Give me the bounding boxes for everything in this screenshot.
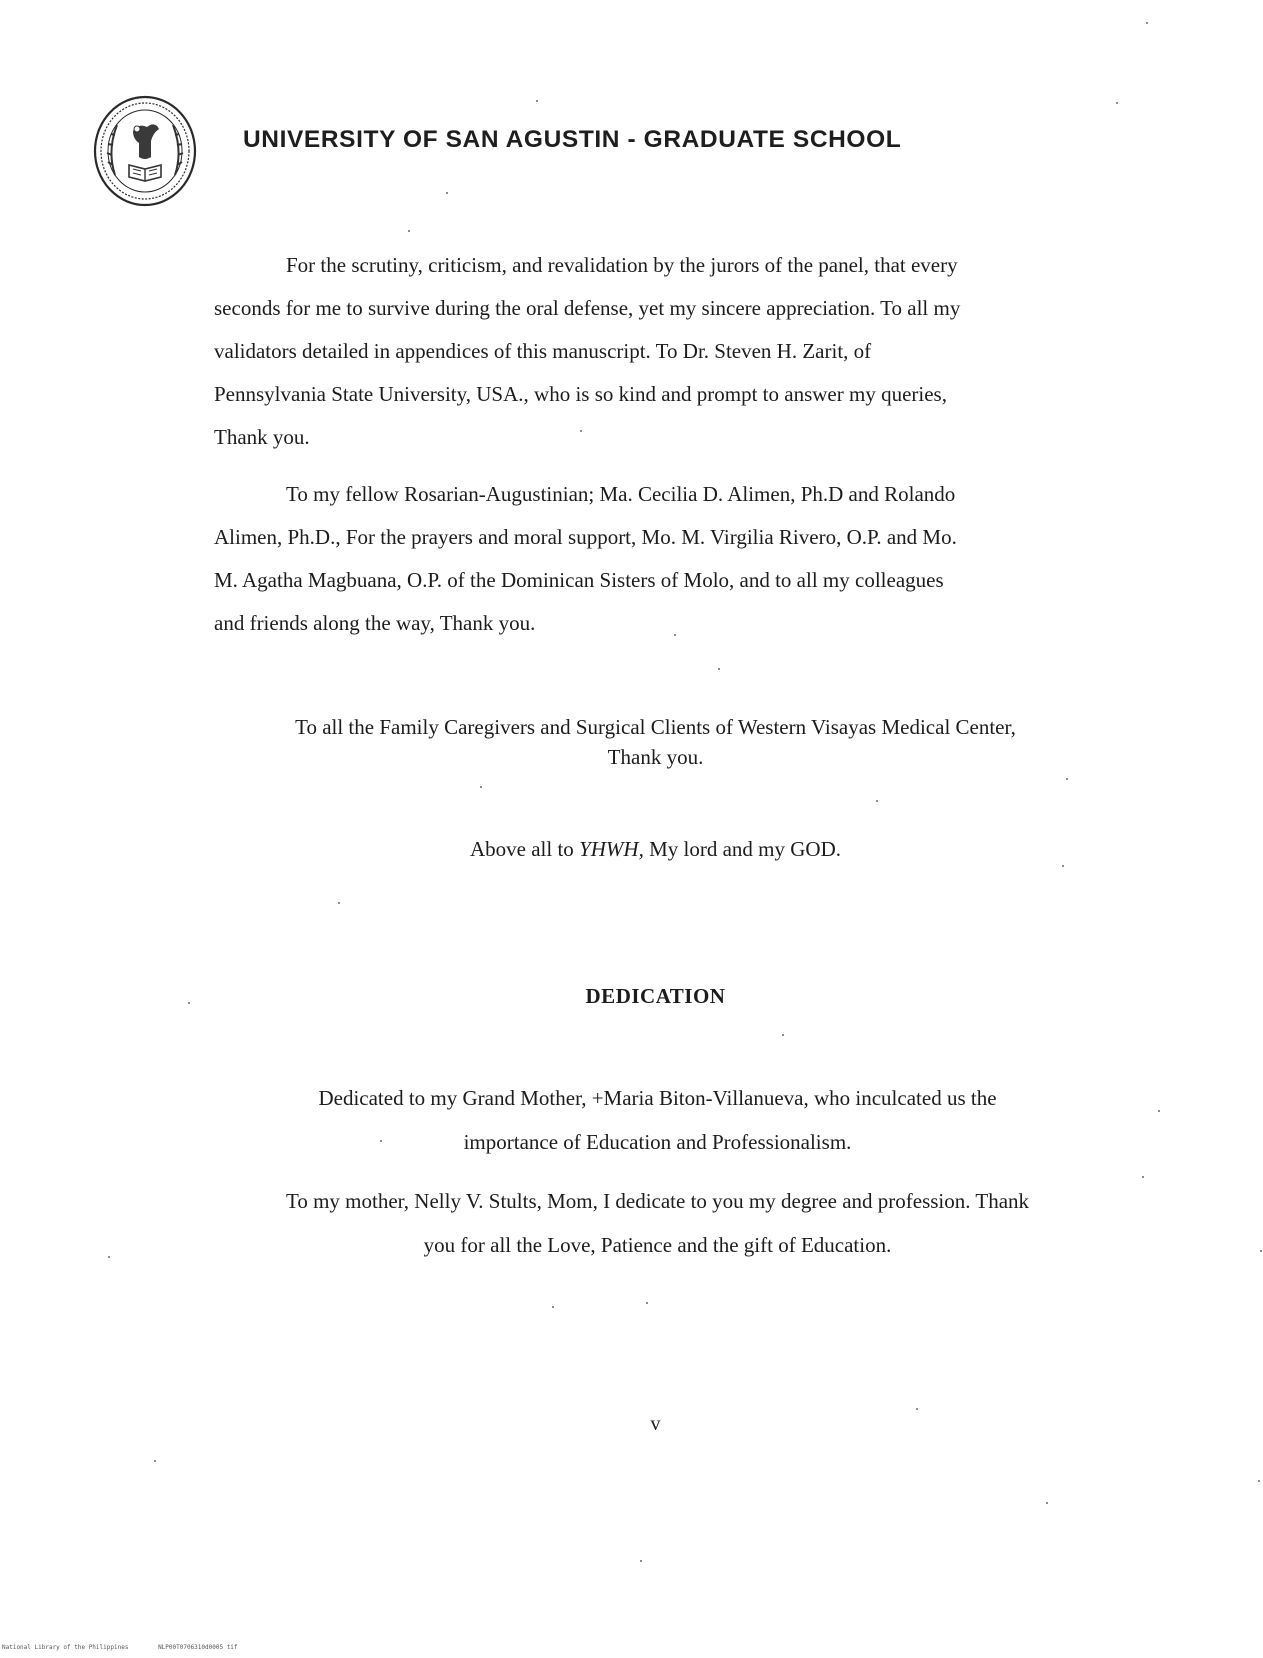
scan-speck <box>154 1460 156 1462</box>
acknowledgement-paragraph-2 <box>214 473 1094 645</box>
scan-speck <box>718 668 720 670</box>
text-line: Alimen, Ph.D., For the prayers and moral support, Mo. M. Virgilia Rivero, O.P. and Mo. <box>214 525 957 549</box>
scan-speck <box>338 902 340 904</box>
scan-speck <box>782 1034 784 1036</box>
dedication-paragraph-1 <box>26 1076 1263 1164</box>
scan-speck <box>446 192 448 194</box>
emphasis-text: YHWH, <box>579 837 644 861</box>
text-line: and friends along the way, Thank you. <box>214 611 536 635</box>
text-run: My lord and my GOD. <box>643 837 841 861</box>
scan-speck <box>408 230 410 232</box>
text-line: To all the Family Caregivers and Surgical Clients of Western Visayas Medical Center, <box>295 715 1016 739</box>
section-heading: DEDICATION <box>585 984 726 1008</box>
acknowledgement-paragraph-3 <box>24 712 1263 772</box>
scan-speck <box>646 1302 648 1304</box>
text-line: Thank you. <box>607 745 704 769</box>
acknowledgement-paragraph-4 <box>24 837 1263 862</box>
scan-speck <box>876 800 878 802</box>
scan-footer <box>2 1644 264 1651</box>
text-line: Thank you. <box>214 425 310 449</box>
text-line: you for all the Love, Patience and the gift of Education. <box>423 1233 892 1257</box>
text-line: To my fellow Rosarian-Augustinian; Ma. Cecilia D. Alimen, Ph.D and Rolando <box>286 482 956 506</box>
scan-speck <box>674 634 676 636</box>
university-seal-icon <box>93 95 197 207</box>
scan-speck <box>1158 1110 1160 1112</box>
text-line: For the scrutiny, criticism, and revalidation by the jurors of the panel, that every <box>286 253 958 277</box>
text-line: M. Agatha Magbuana, O.P. of the Dominican Sisters of Molo, and to all my colleagues <box>214 568 944 592</box>
scan-speck <box>1146 22 1148 24</box>
footer-library: National Library of the Philippines <box>2 1644 129 1651</box>
scan-speck <box>1142 1176 1144 1178</box>
scan-speck <box>916 1408 918 1410</box>
text-line: Dedicated to my Grand Mother, +Maria Biton-Villanueva, who inculcated us the <box>318 1086 997 1110</box>
scan-speck <box>552 1306 554 1308</box>
scan-speck <box>1258 1480 1260 1482</box>
text-line: validators detailed in appendices of this manuscript. To Dr. Steven H. Zarit, of <box>214 339 872 363</box>
acknowledgement-paragraph-1 <box>214 244 1094 459</box>
footer-code: NLP00T0706310d0005 tif <box>158 1644 238 1651</box>
text-line: Pennsylvania State University, USA., who is so kind and prompt to answer my queries, <box>214 382 947 406</box>
scan-speck <box>536 100 538 102</box>
scan-speck <box>640 1560 642 1562</box>
scan-speck <box>1116 102 1118 104</box>
institution-name: UNIVERSITY OF SAN AGUSTIN - GRADUATE SCHOOL <box>243 126 902 153</box>
page-number: v <box>650 1413 661 1435</box>
scan-speck <box>380 1140 382 1142</box>
scan-speck <box>1260 1250 1262 1252</box>
scan-speck <box>108 1256 110 1258</box>
scan-speck <box>1062 865 1064 867</box>
scan-speck <box>1066 778 1068 780</box>
text-line: importance of Education and Professionalism. <box>463 1130 852 1154</box>
text-line: seconds for me to survive during the oral defense, yet my sincere appreciation. To all my <box>214 296 961 320</box>
scan-speck <box>1046 1502 1048 1504</box>
dedication-paragraph-2 <box>26 1179 1263 1267</box>
scan-speck <box>580 430 582 432</box>
scan-speck <box>480 786 482 788</box>
scan-speck <box>188 1002 190 1004</box>
text-run: Above all to <box>470 837 580 861</box>
text-line: To my mother, Nelly V. Stults, Mom, I dedicate to you my degree and profession. Thank <box>285 1189 1030 1213</box>
